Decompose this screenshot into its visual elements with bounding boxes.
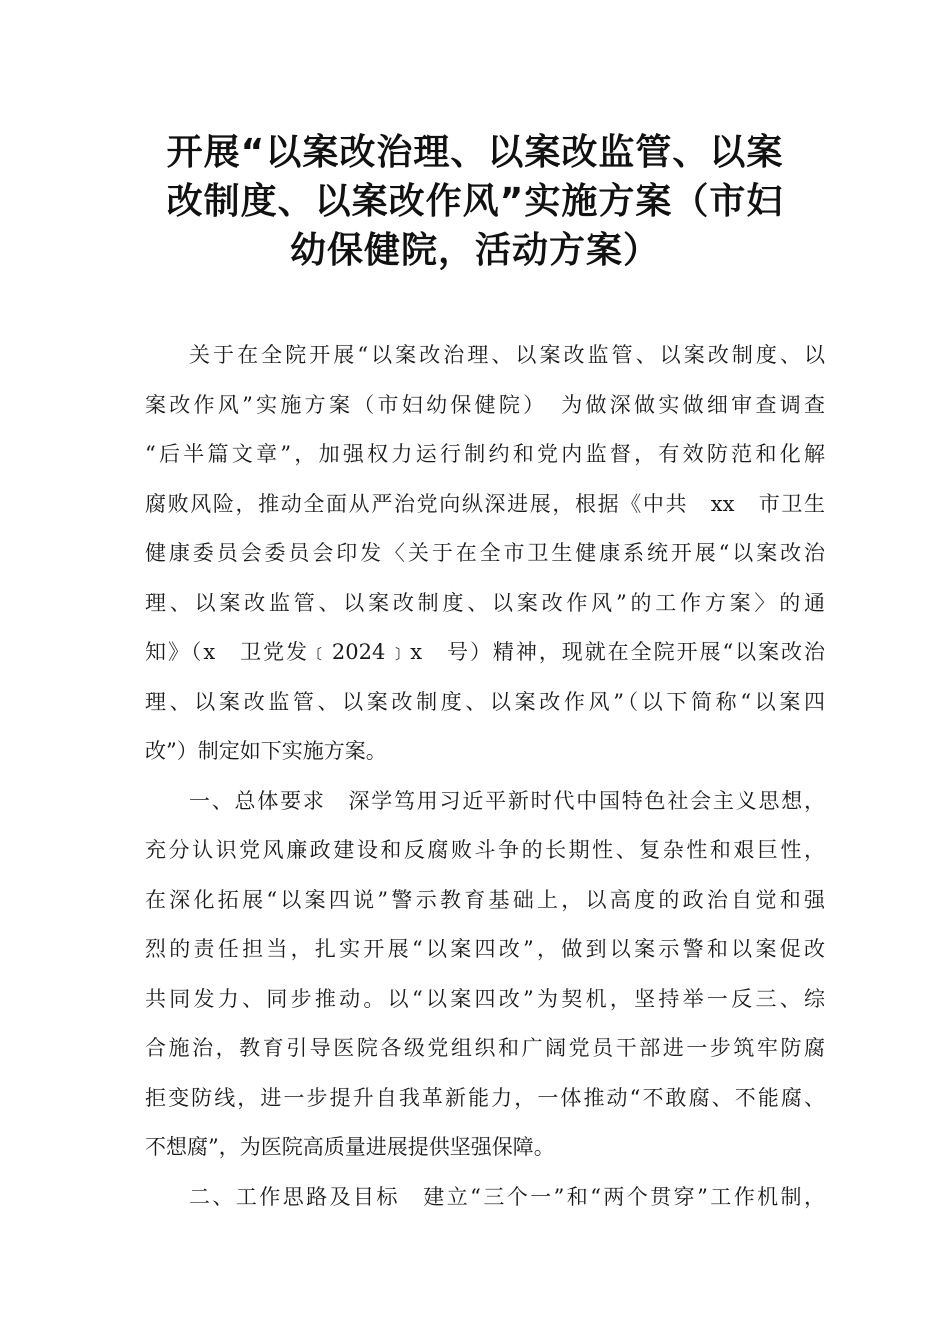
body-line: “后半篇文章”，加强权力运行制约和党内监督，有效防范和化解 (145, 442, 825, 466)
body-line: 腐败风险，推动全面从严治党向纵深进展，根据《中共 xx 市卫生 (145, 491, 825, 516)
body-line: 在深化拓展“以案四说”警示教育基础上，以高度的政治自觉和强 (145, 887, 825, 912)
body-line: 一、总体要求 深学笃用习近平新时代中国特色社会主义思想， (189, 788, 825, 813)
body-line: 理、以案改监管、以案改制度、以案改作风”的工作方案〉的通 (145, 590, 825, 615)
body-line: 关于在全院开展“以案改治理、以案改监管、以案改制度、以 (189, 343, 825, 367)
title-line-3: 幼保健院，活动方案） (289, 230, 660, 271)
body-line: 拒变防线，进一步提升自我革新能力，一体推动“不敢腐、不能腐、 (145, 1085, 825, 1110)
title-line-1: 开展“以案改治理、以案改监管、以案 (166, 132, 784, 173)
body-line: 健康委员会委员会印发〈关于在全市卫生健康系统开展“以案改治 (145, 541, 825, 565)
body-line: 烈的责任担当，扎实开展“以案四改”，做到以案示警和以案促改 (145, 937, 825, 961)
body-line: 知》（x 卫党发﹝2024﹞x 号）精神，现就在全院开展“以案改治 (145, 640, 825, 664)
title-line-2: 改制度、以案改作风”实施方案（市妇 (166, 181, 784, 222)
body-line: 改”）制定如下实施方案。 (145, 739, 387, 763)
body-line: 二、工作思路及目标 建立“三个一”和“两个贯穿”工作机制， (189, 1184, 825, 1209)
body-line: 案改作风”实施方案（市妇幼保健院） 为做深做实做细审查调查 (145, 392, 825, 417)
body-line: 理、以案改监管、以案改制度、以案改作风”（以下简称“以案四 (145, 689, 825, 714)
body-line: 不想腐”，为医院高质量进展提供坚强保障。 (145, 1135, 555, 1159)
body-line: 共同发力、同步推动。以“以案四改”为契机，坚持举一反三、综 (145, 986, 825, 1011)
body-line: 充分认识党风廉政建设和反腐败斗争的长期性、复杂性和艰巨性， (145, 838, 825, 862)
document-body (145, 331, 825, 1222)
document-title (120, 128, 830, 275)
body-line: 合施治，教育引导医院各级党组织和广阔党员干部进一步筑牢防腐 (145, 1036, 825, 1060)
